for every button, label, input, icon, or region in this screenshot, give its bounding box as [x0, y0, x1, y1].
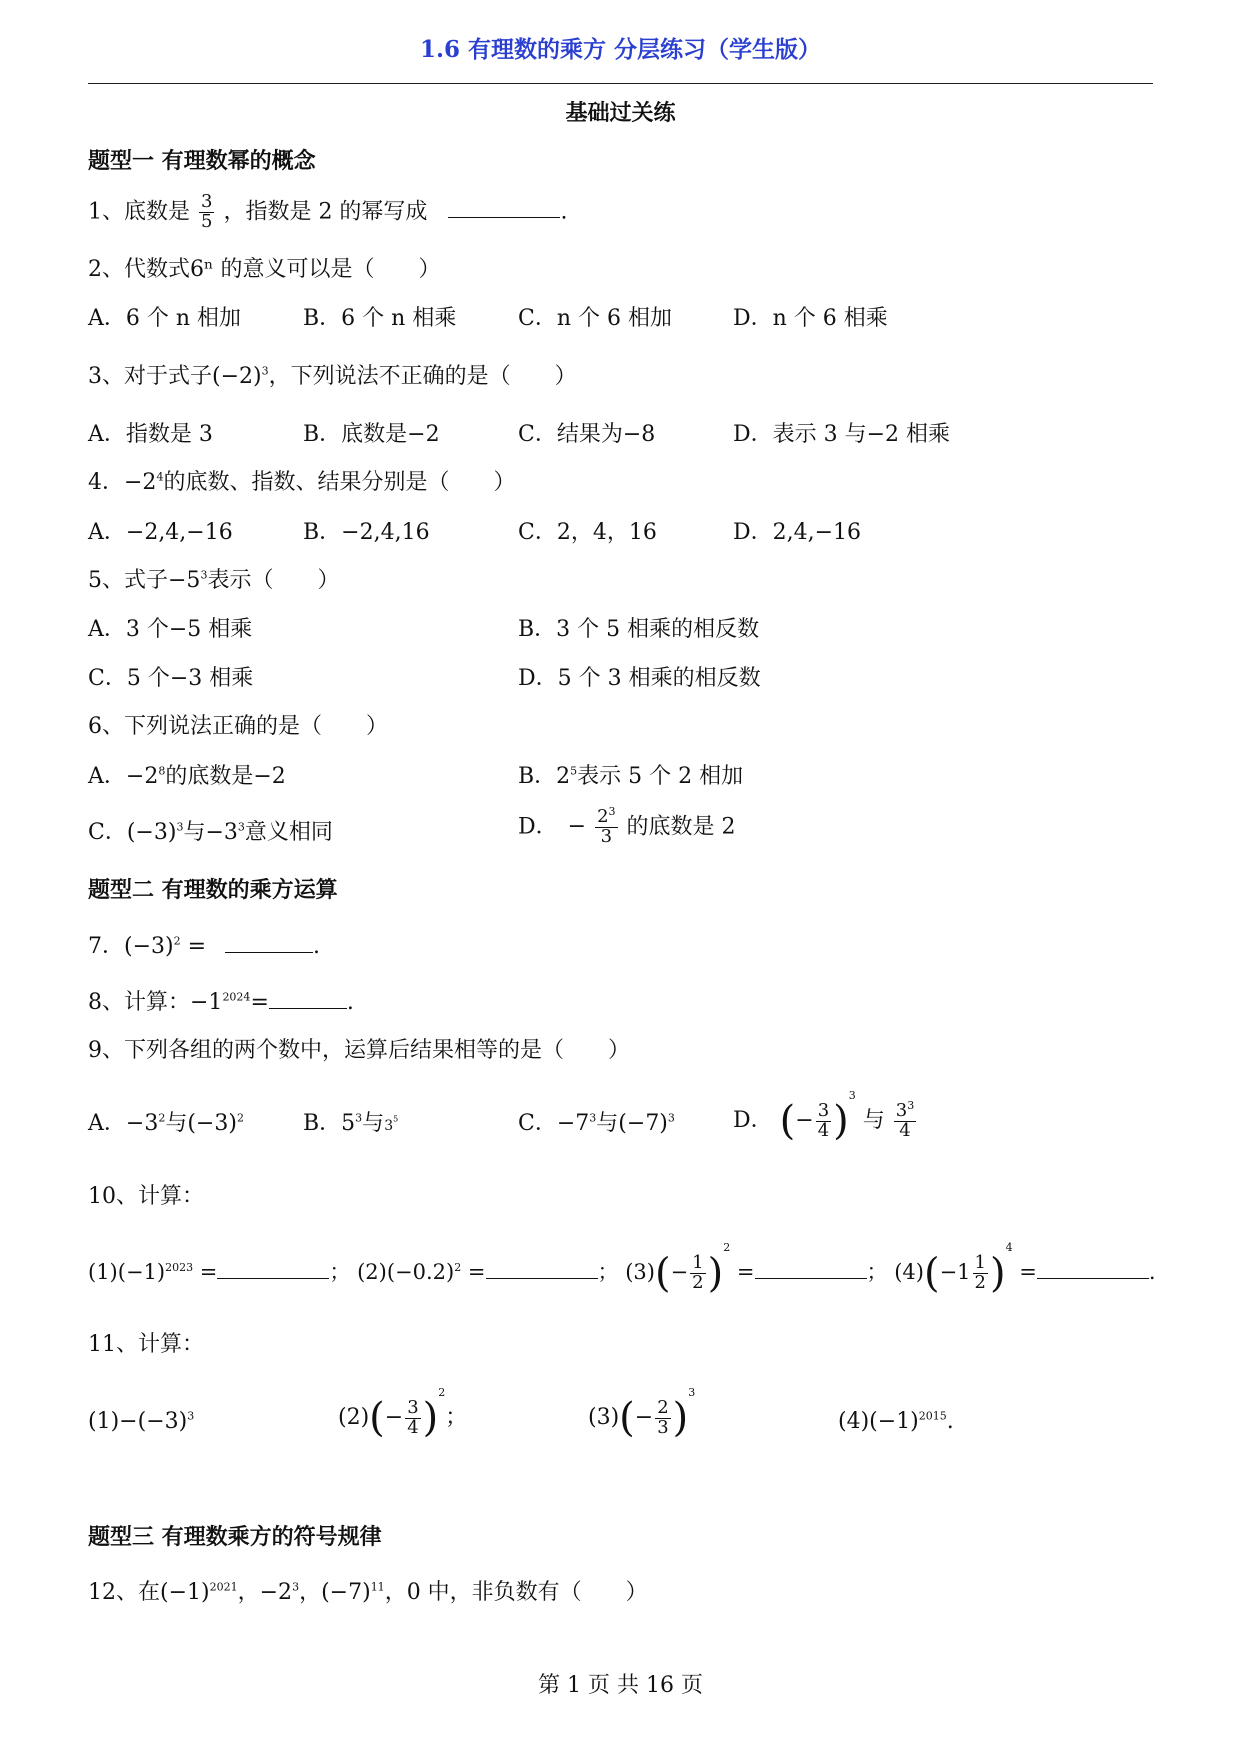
- q5-expression: −5: [168, 568, 201, 593]
- q2-option-b[interactable]: B．6 个 n 相乘: [303, 306, 457, 331]
- answer-blank[interactable]: [1037, 1274, 1149, 1279]
- q2-option-c[interactable]: C．n 个 6 相加: [518, 306, 672, 331]
- q3-option-a[interactable]: A．指数是 3: [88, 422, 213, 447]
- q9-d-fraction-2: $\frac{3^3}{4}$: [895, 1098, 915, 1141]
- q3-option-d[interactable]: D．表示 3 与−2 相乘: [733, 422, 951, 447]
- answer-blank[interactable]: [448, 213, 560, 218]
- q1-fraction: $\frac{3}{5}$: [201, 191, 213, 232]
- q2-option-a[interactable]: A．6 个 n 相加: [88, 306, 242, 331]
- q11-part-4: $(4)(-1)^{2015}$.: [838, 1409, 954, 1434]
- q6-option-a[interactable]: A．$-2^8$的底数是−2: [88, 764, 286, 789]
- answer-blank[interactable]: [269, 1004, 347, 1009]
- answer-blank[interactable]: [225, 948, 313, 953]
- question-9: 9、下列各组的两个数中，运算后结果相等的是（ ）: [88, 1038, 630, 1063]
- header-divider: [88, 83, 1153, 84]
- question-2: 2、代数式6ⁿ 的意义可以是（ ）: [88, 257, 441, 282]
- q3-option-b[interactable]: B．底数是−2: [303, 422, 440, 447]
- q5-option-a[interactable]: A．3 个−5 相乘: [88, 617, 253, 642]
- q5-option-c[interactable]: C．5 个−3 相乘: [88, 666, 254, 691]
- page-header-title: 1.6 有理数的乘方 分层练习（学生版）: [419, 36, 822, 63]
- q4-option-a[interactable]: A．−2,4,−16: [88, 520, 233, 545]
- type-heading-3: 题型三 有理数乘方的符号规律: [88, 1524, 382, 1550]
- q11-part-2: (2)(− $\frac{3}{4}$ )$^2$；: [338, 1386, 468, 1441]
- q5-option-d[interactable]: D．5 个 3 相乘的相反数: [518, 666, 761, 691]
- q1-prefix: 1、底数是: [88, 199, 190, 225]
- question-6: 6、下列说法正确的是（ ）: [88, 714, 388, 739]
- answer-blank[interactable]: [217, 1274, 329, 1279]
- question-3: 3、对于式子$(-2)^3$，下列说法不正确的是（ ）: [88, 364, 577, 389]
- q1-suffix: ，指数是 2 的幂写成: [223, 199, 428, 225]
- q4-option-b[interactable]: B．−2,4,16: [303, 520, 430, 545]
- q9-option-c[interactable]: C．$-7^3$与$(-7)^3$: [518, 1111, 675, 1136]
- page-footer: 第 1 页 共 16 页: [538, 1673, 703, 1698]
- question-1: 1、底数是 $\frac{3}{5}$ ，指数是 2 的幂写成 .: [88, 191, 568, 232]
- q9-option-d[interactable]: D． (− $\frac{3}{4}$ )$^3$ 与 $\frac{3^3}{4}$: [733, 1089, 915, 1144]
- question-8: 8、计算：$-1^{2024}=$ .: [88, 990, 354, 1015]
- question-4: 4．$-2^4$的底数、指数、结果分别是（ ）: [88, 470, 516, 495]
- q4-expression: −2: [124, 470, 157, 495]
- question-11: 11、计算：: [88, 1332, 204, 1357]
- q2-option-d[interactable]: D．n 个 6 相乘: [733, 306, 888, 331]
- q3-option-c[interactable]: C．结果为−8: [518, 422, 656, 447]
- q9-option-a[interactable]: A．$-3^2$与$(-3)^2$: [88, 1111, 244, 1136]
- question-12: 12、在$(-1)^{2021}$，$-2^3$，$(-7)^{11}$，0 中，非负数有（ ）: [88, 1580, 648, 1605]
- q6-option-b[interactable]: B．$2^5$表示 5 个 2 相加: [518, 764, 744, 789]
- q3-expression: (−2): [212, 364, 262, 389]
- q10-parts: $(1)(-1)^{2023}$ = ； $(2)(-0.2)^2$ = ； (3)(− $\frac{1}{2}$ )$^2$ = ； (4)(−1 $\frac{1}{2}$ )$^4$ = .: [88, 1241, 1156, 1297]
- question-5: 5、式子$-5^3$表示（ ）: [88, 568, 340, 593]
- answer-blank[interactable]: [755, 1274, 867, 1279]
- question-10: 10、计算：: [88, 1184, 204, 1209]
- answer-blank[interactable]: [486, 1274, 598, 1279]
- q11-part-3: (3)(− $\frac{2}{3}$ )$^3$: [588, 1386, 696, 1441]
- q4-option-c[interactable]: C．2，4，16: [518, 520, 657, 545]
- q9-d-fraction: $\frac{3}{4}$: [817, 1099, 830, 1141]
- type-heading-1: 题型一 有理数幂的概念: [88, 148, 316, 174]
- q6-d-fraction: $\frac{2^3}{3}$: [597, 805, 616, 847]
- section-title: 基础过关练: [565, 100, 676, 126]
- q11-part-1: $(1)-(-3)^3$: [88, 1409, 195, 1434]
- q6-option-d[interactable]: D． − $\frac{2^3}{3}$ 的底数是 2: [518, 805, 736, 847]
- type-heading-2: 题型二 有理数的乘方运算: [88, 877, 338, 903]
- q5-option-b[interactable]: B．3 个 5 相乘的相反数: [518, 617, 760, 642]
- q9-option-b[interactable]: B．$5^3$与$3^5$: [303, 1111, 399, 1136]
- question-7: 7．$(-3)^2$ = .: [88, 934, 321, 959]
- q6-option-c[interactable]: C．$(-3)^3$与$-3^3$意义相同: [88, 820, 333, 845]
- q4-option-d[interactable]: D．2,4,−16: [733, 520, 862, 545]
